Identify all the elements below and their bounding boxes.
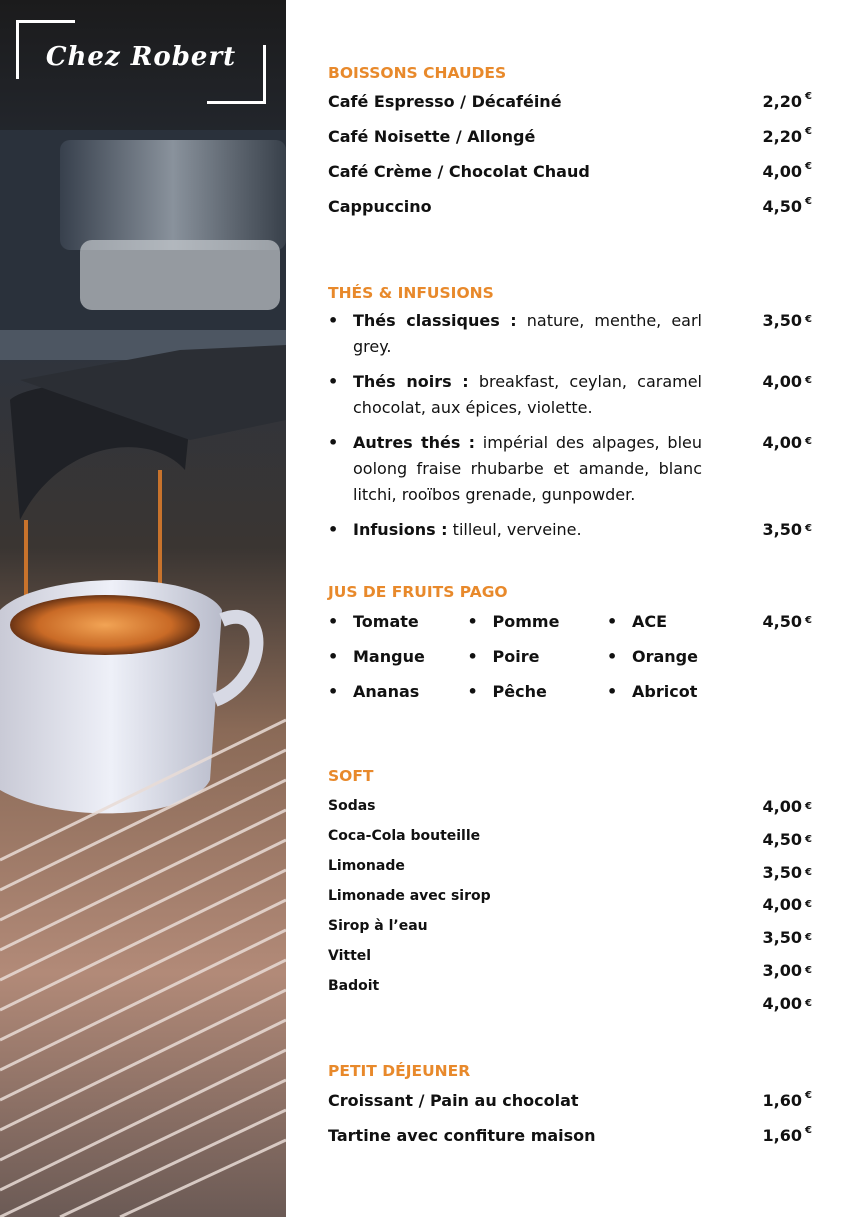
list-item: • Ananas	[328, 682, 420, 701]
menu-item	[328, 369, 812, 421]
item-label: Thés noirs :	[353, 372, 469, 391]
section-thes-infusions	[328, 284, 812, 543]
section-title: THÉS & INFUSIONS	[328, 284, 494, 302]
item-price: 1,60 €	[762, 1090, 812, 1110]
list-item: Sirop à l’eau	[328, 918, 428, 934]
menu-item	[328, 162, 812, 197]
menu-item	[328, 430, 812, 508]
item-name: Café Noisette / Allongé	[328, 127, 536, 146]
bullet-icon: •	[607, 682, 618, 701]
section-jus-de-fruits	[328, 583, 812, 717]
item-price: 2,20 €	[762, 91, 812, 111]
item-price: 4,00 €	[762, 161, 812, 181]
item-price: 3,00 €	[762, 960, 812, 980]
soft-list	[328, 797, 491, 1007]
section-title: JUS DE FRUITS PAGO	[328, 583, 508, 601]
bullet-icon: •	[328, 311, 339, 330]
item-price: 4,00 €	[762, 433, 812, 452]
list-item: • Poire	[467, 647, 540, 666]
section-soft	[328, 767, 812, 1027]
espresso-photo	[0, 0, 286, 1217]
item-label: Infusions :	[353, 520, 448, 539]
item-price: 4,50 €	[762, 196, 812, 216]
item-price: 2,20 €	[762, 126, 812, 146]
item-price: 3,50 €	[762, 311, 812, 330]
item-description: impérial des alpages, bleu oolong fraise rhubarbe et amande, blanc litchi, rooïbos grenade, gunpowder.	[353, 433, 703, 504]
bullet-icon: •	[607, 612, 618, 631]
bullet-icon: •	[328, 433, 339, 452]
item-price: 4,50 €	[762, 829, 812, 849]
menu-item	[328, 308, 812, 360]
juice-list	[328, 612, 747, 717]
item-price: 4,00 €	[762, 797, 812, 816]
menu-item	[328, 92, 812, 127]
soft-prices	[763, 797, 812, 1027]
list-item: Sodas	[328, 798, 376, 814]
item-description: nature, menthe, earl grey.	[353, 311, 703, 356]
item-name: Croissant / Pain au chocolat	[328, 1091, 579, 1110]
menu-item	[328, 1126, 812, 1161]
menu-item	[328, 127, 812, 162]
item-price: 3,50 €	[762, 862, 812, 882]
list-item: • Abricot	[607, 682, 698, 701]
list-item: • Mangue	[328, 647, 425, 666]
list-item: Coca-Cola bouteille	[328, 828, 481, 844]
item-label: Thés classiques :	[353, 311, 517, 330]
item-name: Café Crème / Chocolat Chaud	[328, 162, 590, 181]
bullet-icon: •	[467, 612, 478, 631]
list-item: • Tomate	[328, 612, 419, 631]
list-item: Vittel	[328, 948, 372, 964]
item-description: breakfast, ceylan, caramel chocolat, aux épices, violette.	[353, 372, 703, 417]
item-name: Café Espresso / Décaféiné	[328, 92, 562, 111]
item-description: tilleul, verveine.	[447, 520, 582, 539]
list-item: • Orange	[607, 647, 698, 666]
item-price: 3,50 €	[762, 520, 812, 539]
bullet-icon: •	[328, 372, 339, 391]
item-price: 4,00 €	[762, 372, 812, 391]
item-price: 4,50 €	[762, 612, 812, 631]
bullet-icon: •	[328, 520, 339, 539]
list-item: Limonade avec sirop	[328, 888, 491, 904]
item-name: Cappuccino	[328, 197, 432, 216]
item-price: 3,50 €	[762, 928, 812, 948]
espresso-machine-illustration	[0, 0, 286, 1217]
list-item: Limonade	[328, 858, 405, 874]
brand-name: Chez Robert	[45, 42, 237, 72]
bullet-icon: •	[328, 612, 339, 631]
list-item: • Pêche	[467, 682, 547, 701]
list-item: • Pomme	[467, 612, 560, 631]
section-petit-dejeuner	[328, 1062, 812, 1161]
bullet-icon: •	[328, 682, 339, 701]
bullet-icon: •	[467, 682, 478, 701]
section-title: SOFT	[328, 767, 374, 785]
bullet-icon: •	[607, 647, 618, 666]
section-boissons-chaudes	[328, 64, 812, 232]
item-price: 4,00 €	[762, 895, 812, 915]
item-price: 4,00 €	[762, 993, 812, 1013]
bullet-icon: •	[467, 647, 478, 666]
section-title: BOISSONS CHAUDES	[328, 64, 507, 82]
list-item: Badoit	[328, 978, 380, 994]
menu-content	[328, 0, 812, 1217]
bullet-icon: •	[328, 647, 339, 666]
menu-item	[328, 517, 812, 543]
item-label: Autres thés :	[353, 433, 476, 452]
brand-logo	[16, 20, 266, 104]
menu-item	[328, 1091, 812, 1126]
item-name: Tartine avec confiture maison	[328, 1126, 596, 1145]
item-price: 1,60 €	[762, 1125, 812, 1145]
section-title: PETIT DÉJEUNER	[328, 1062, 471, 1080]
menu-item	[328, 197, 812, 232]
list-item: • ACE	[607, 612, 668, 631]
